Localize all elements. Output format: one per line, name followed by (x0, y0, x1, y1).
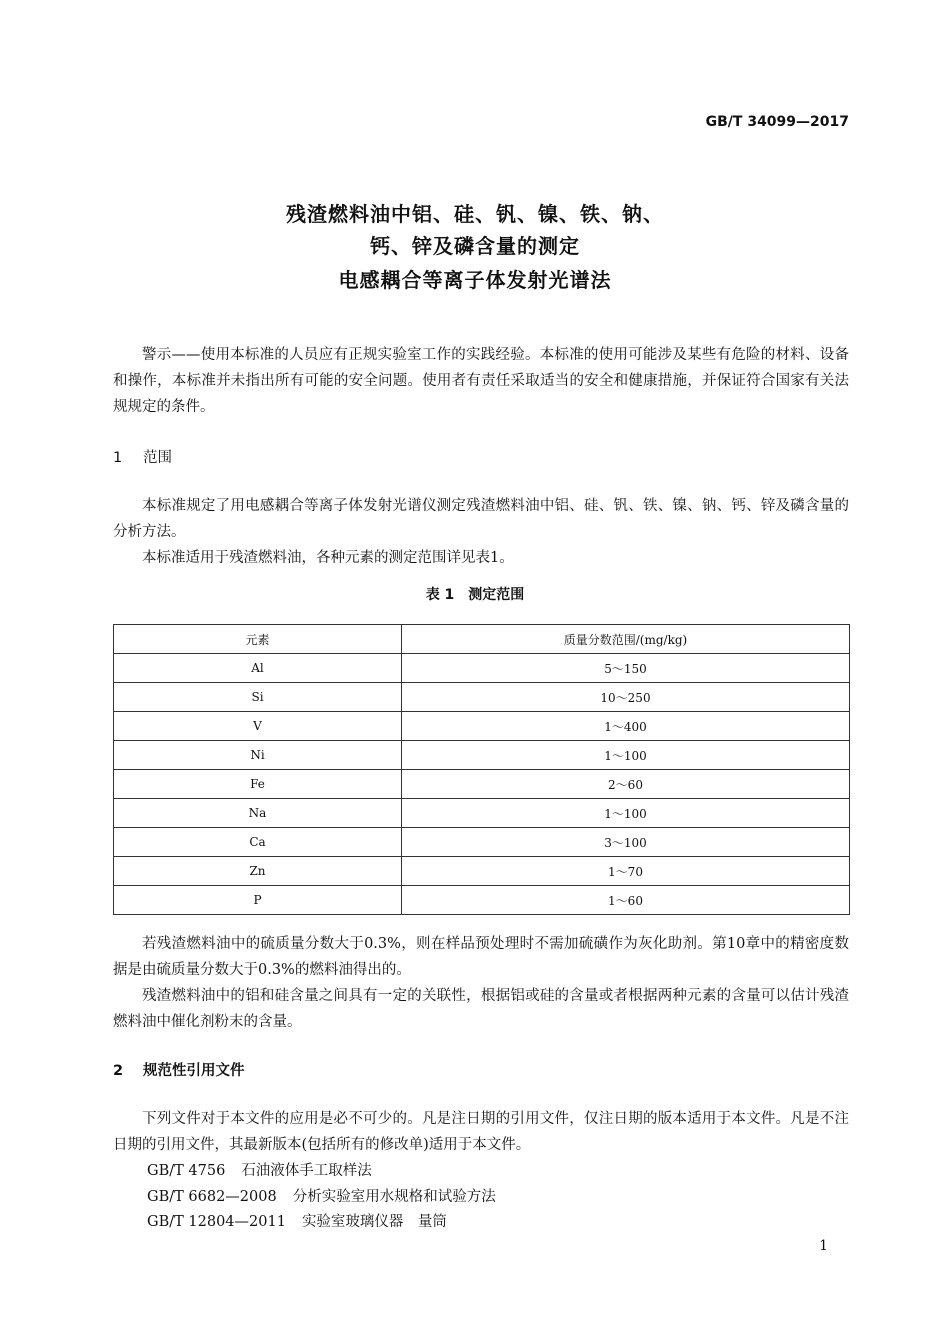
table-row (114, 654, 850, 683)
section-number: 2 (113, 1063, 124, 1079)
title-line-2: 钙、锌及磷含量的测定 (370, 234, 580, 258)
warning-paragraph (113, 342, 849, 420)
reference-title: 石油液体手工取样法 (241, 1163, 372, 1179)
cell: 1～100 (402, 799, 850, 828)
cell: 5～150 (402, 654, 850, 683)
header-cell: 元素 (114, 625, 402, 654)
cell: V (114, 712, 402, 741)
range-table (113, 624, 850, 915)
table-header-row (114, 625, 850, 654)
cell: 10～250 (402, 683, 850, 712)
cell: Ca (114, 828, 402, 857)
standard-code: GB/T 34099—2017 (705, 114, 849, 130)
cell: Fe (114, 770, 402, 799)
reference-item (147, 1209, 463, 1235)
reference-code: GB/T 4756 (147, 1163, 226, 1179)
title-line-1: 残渣燃料油中铝、硅、钒、镍、铁、钠、 (286, 202, 664, 226)
section-1-heading (113, 446, 172, 467)
cell: 2～60 (402, 770, 850, 799)
section-1-body (113, 493, 849, 571)
table-row (114, 683, 850, 712)
table-caption: 表 1 测定范围 (425, 587, 525, 603)
table-row (114, 857, 850, 886)
cell: Zn (114, 857, 402, 886)
table-row (114, 886, 850, 915)
paragraph: 下列文件对于本文件的应用是必不可少的。凡是注日期的引用文件，仅注日期的版本适用于本文件。凡是不注日期的引用文件，其最新版本(包括所有的修改单)适用于本文件。 (113, 1111, 849, 1153)
paragraph: 残渣燃料油中的铝和硅含量之间具有一定的关联性，根据铝或硅的含量或者根据两种元素的含量可以估计残渣燃料油中催化剂粉末的含量。 (113, 988, 849, 1030)
cell: 3～100 (402, 828, 850, 857)
reference-title: 分析实验室用水规格和试验方法 (292, 1189, 496, 1205)
table-row (114, 828, 850, 857)
header-cell: 质量分数范围/(mg/kg) (402, 625, 850, 654)
table-row (114, 741, 850, 770)
reference-item (147, 1184, 512, 1210)
section-2-heading (113, 1059, 245, 1080)
paragraph: 若残渣燃料油中的硫质量分数大于0.3%，则在样品预处理时不需加硫磺作为灰化助剂。第10章中的精密度数据是由硫质量分数大于0.3%的燃料油得出的。 (113, 936, 849, 978)
cell: Al (114, 654, 402, 683)
cell: P (114, 886, 402, 915)
table-row (114, 770, 850, 799)
cell: 1～100 (402, 741, 850, 770)
reference-code: GB/T 6682—2008 (147, 1189, 277, 1205)
section-number: 1 (113, 450, 123, 466)
reference-code: GB/T 12804—2011 (147, 1214, 286, 1230)
table-row (114, 712, 850, 741)
reference-title: 实验室玻璃仪器 量筒 (301, 1214, 447, 1230)
cell: 1～70 (402, 857, 850, 886)
paragraph: 本标准适用于残渣燃料油，各种元素的测定范围详见表1。 (142, 550, 514, 566)
page-number: 1 (819, 1238, 828, 1254)
cell: Na (114, 799, 402, 828)
paragraph: 本标准规定了用电感耦合等离子体发射光谱仪测定残渣燃料油中铝、硅、钒、铁、镍、钠、钙、锌及磷含量的分析方法。 (113, 498, 849, 540)
cell: Ni (114, 741, 402, 770)
cell: Si (114, 683, 402, 712)
section-title: 范围 (143, 450, 172, 466)
title-line-3: 电感耦合等离子体发射光谱法 (338, 268, 612, 292)
warning-text: 警示——使用本标准的人员应有正规实验室工作的实践经验。本标准的使用可能涉及某些有危险的材料、设备和操作，本标准并未指出所有可能的安全问题。使用者有责任采取适当的安全和健康措施，并保证符合国家有关法规规定的条件。 (113, 347, 849, 415)
section-2-body (113, 1106, 849, 1158)
table-row (114, 799, 850, 828)
cell: 1～400 (402, 712, 850, 741)
cell: 1～60 (402, 886, 850, 915)
section-1-notes (113, 931, 849, 1035)
reference-item (147, 1158, 388, 1184)
section-title: 规范性引用文件 (143, 1063, 245, 1079)
